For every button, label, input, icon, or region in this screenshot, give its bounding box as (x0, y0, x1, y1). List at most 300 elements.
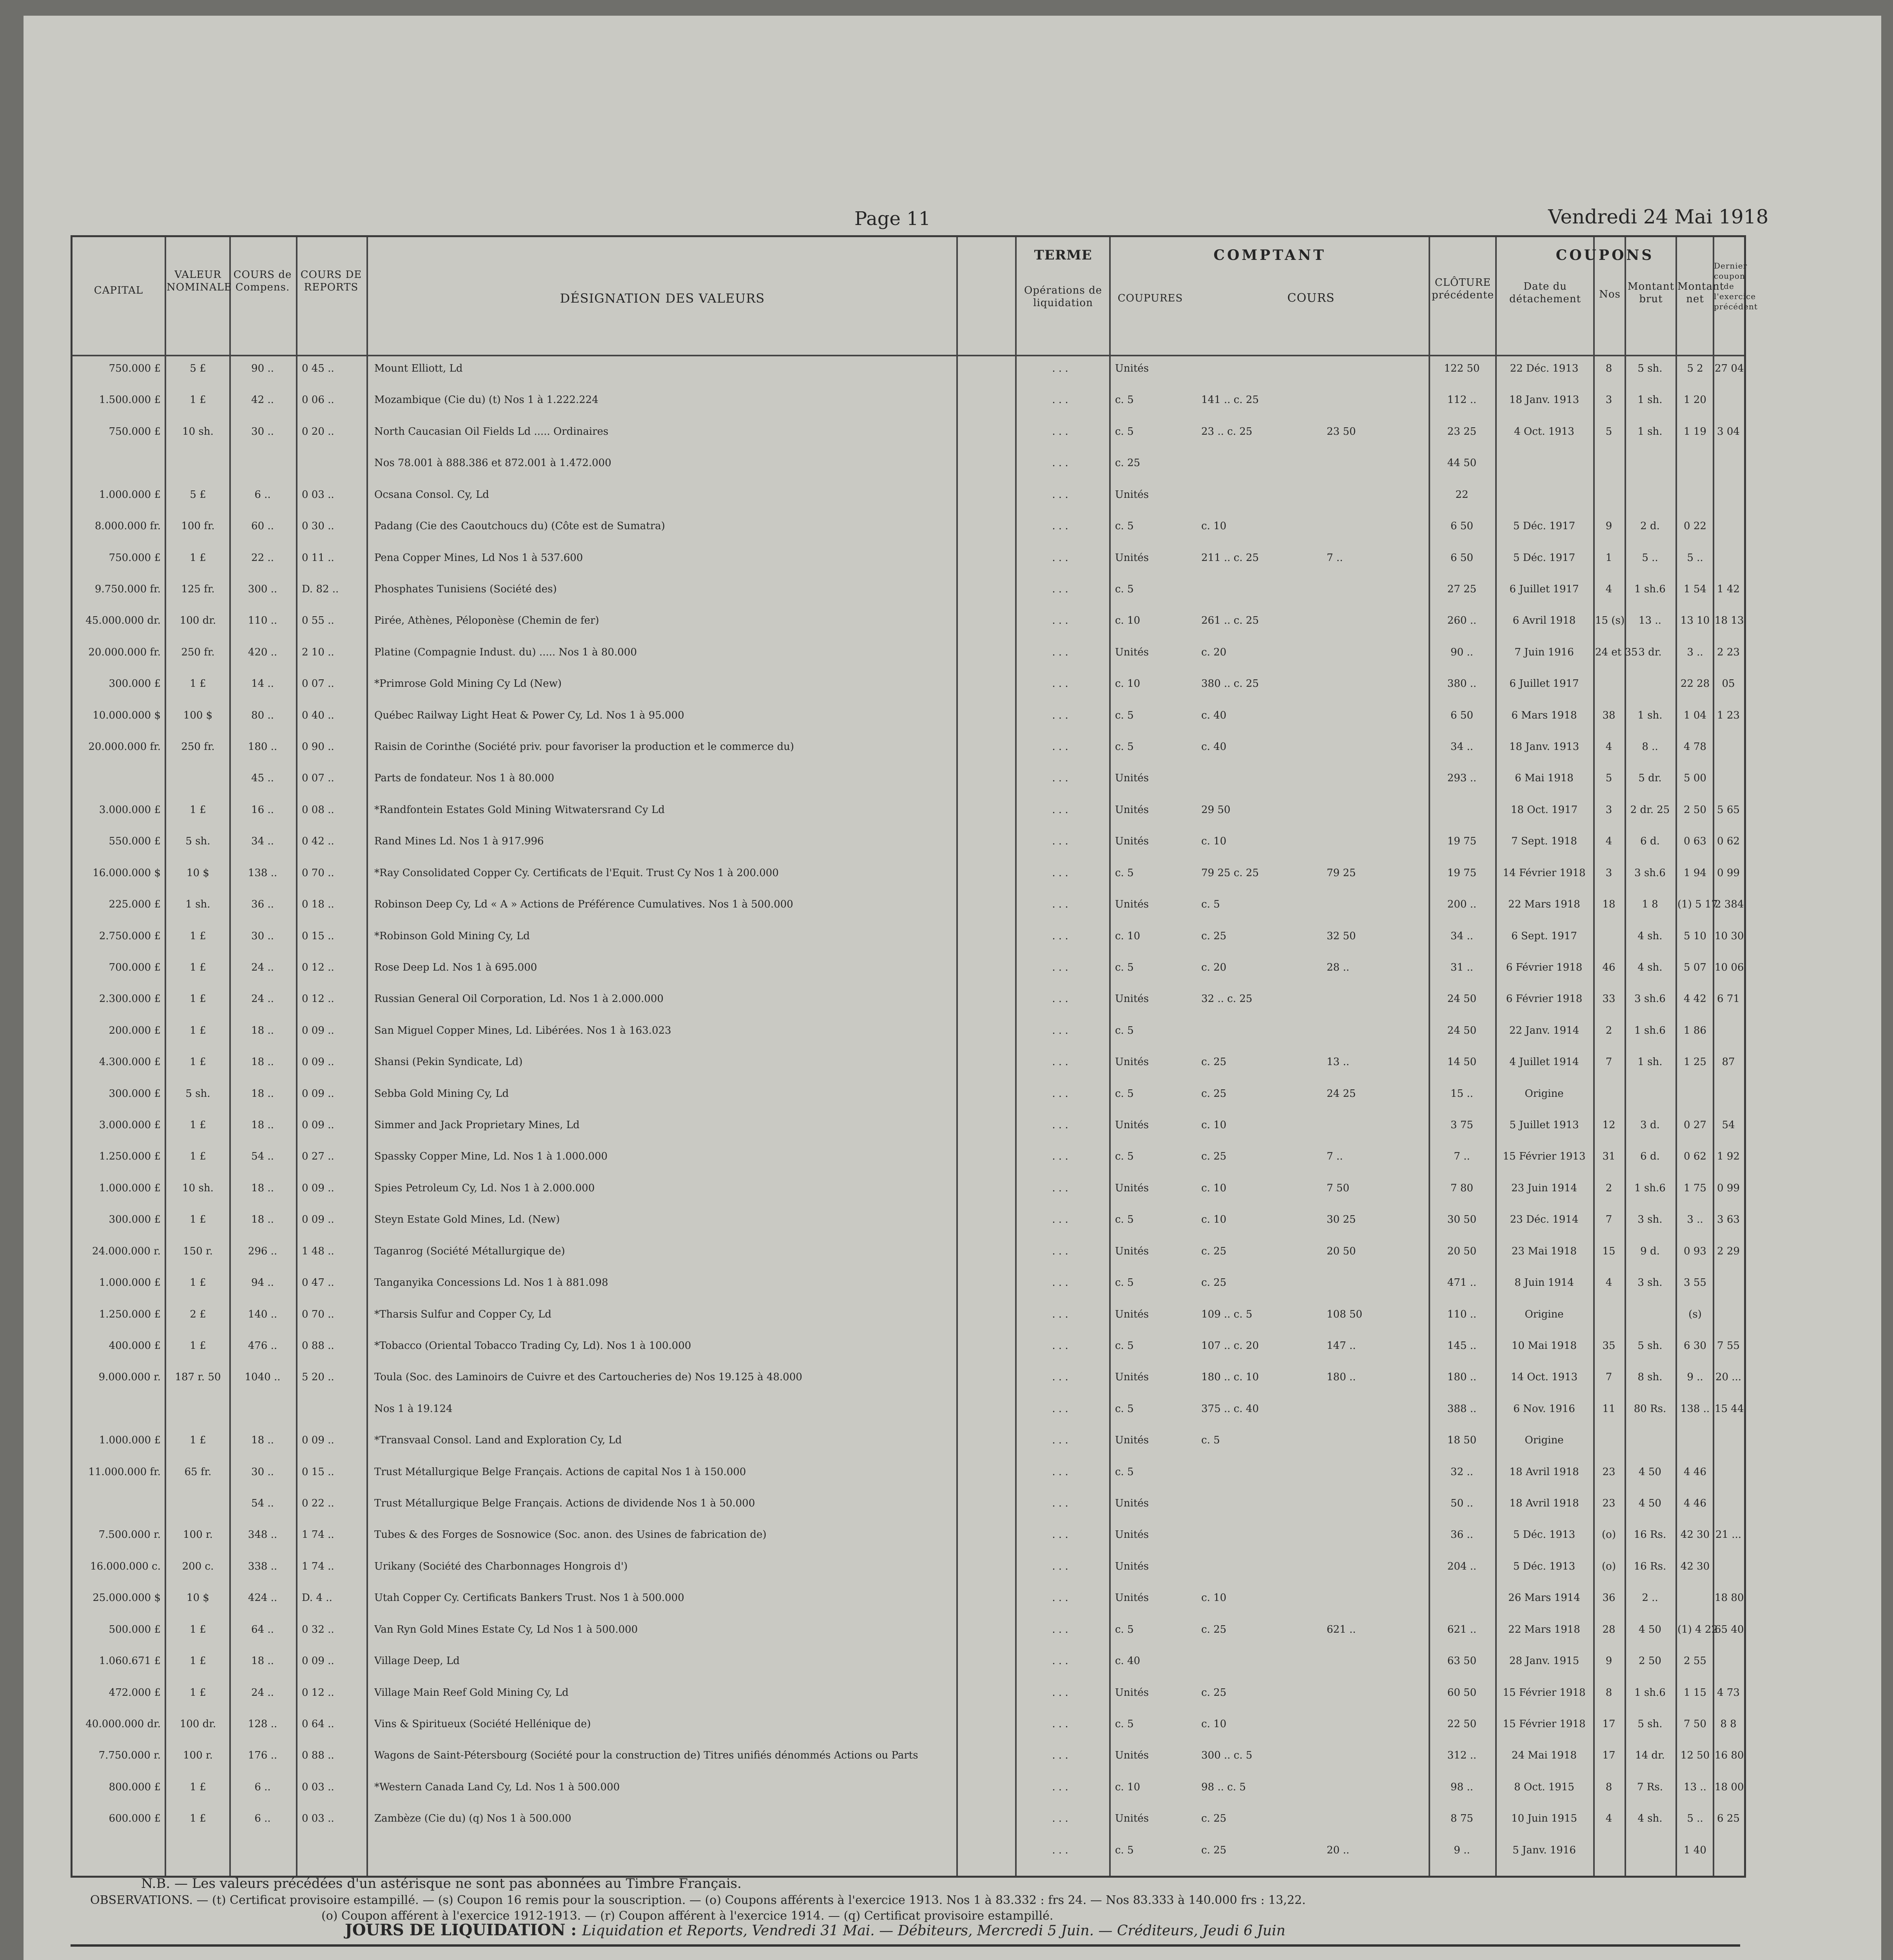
cell-net: 1 86 (1684, 1024, 1706, 1036)
cell-rep: 0 03 .. (302, 1813, 334, 1825)
cell-brt: 3 sh.6 (1634, 867, 1666, 879)
cell-net: (s) (1688, 1308, 1702, 1320)
cell-rep: 0 18 .. (302, 898, 334, 911)
cell-cur2: 7 .. (1327, 552, 1343, 564)
cell-terme: . . . (1052, 709, 1068, 721)
cell-des: Vins & Spiritueux (Société Hellénique de) (374, 1718, 591, 1730)
table-row (73, 1462, 1744, 1482)
cell-brt: 4 50 (1639, 1623, 1661, 1635)
cell-cur1: 380 .. c. 25 (1201, 678, 1259, 690)
col-cours-comptant: COURS (1287, 291, 1335, 305)
cell-cur1: c. 10 (1201, 520, 1227, 532)
cell-cap: 500.000 £ (109, 1623, 161, 1635)
cell-cpn: Unités (1115, 1813, 1149, 1825)
cell-crs: 94 .. (251, 1277, 274, 1289)
cell-det: 6 Juillet 1917 (1509, 583, 1579, 595)
cell-net: 42 30 (1680, 1560, 1710, 1572)
cell-clo: 60 50 (1447, 1686, 1477, 1699)
cell-terme: . . . (1052, 1749, 1068, 1762)
cell-nno: (o) (1602, 1529, 1616, 1541)
cell-terme: . . . (1052, 394, 1068, 406)
liquidation-text: Liquidation et Reports, Vendredi 31 Mai. — Débiteurs, Mercredi 5 Juin. — Créditeurs, Jeudi 6 Juin (582, 1923, 1286, 1939)
cell-brt: 3 sh. (1637, 1277, 1663, 1289)
cell-des: Sebba Gold Mining Cy, Ld (374, 1087, 509, 1100)
quotation-table (71, 235, 1758, 1878)
cell-cur2: 7 50 (1327, 1182, 1349, 1194)
cell-crs: 80 .. (251, 709, 274, 721)
cell-rep: 0 32 .. (302, 1623, 334, 1635)
cell-nom: 10 sh. (182, 1182, 214, 1194)
cell-clo: 32 .. (1451, 1466, 1473, 1478)
cell-des: Pena Copper Mines, Ld Nos 1 à 537.600 (374, 552, 583, 564)
cell-net: 13 10 (1680, 615, 1710, 627)
cell-prc: 2 384 (1715, 898, 1744, 911)
cell-nno: 3 (1605, 804, 1612, 816)
cell-des: Tubes & des Forges de Sosnowice (Soc. anon. des Usines de fabrication de) (374, 1529, 767, 1541)
cell-brt: 8 .. (1642, 741, 1658, 753)
cell-net: 5 .. (1687, 552, 1703, 564)
cell-prc: 10 30 (1715, 930, 1744, 942)
cell-terme: . . . (1052, 1245, 1068, 1257)
col-terme: TERME (1034, 247, 1092, 263)
cell-terme: . . . (1052, 1308, 1068, 1320)
cell-cap: 1.250.000 £ (99, 1151, 161, 1163)
cell-nom: 1 £ (190, 1024, 206, 1036)
cell-cpn: c. 5 (1115, 1403, 1134, 1415)
cell-prc: 87 (1722, 1056, 1735, 1068)
cell-net: 0 22 (1684, 520, 1706, 532)
cell-det: 10 Juin 1915 (1511, 1813, 1577, 1825)
cell-terme: . . . (1052, 1277, 1068, 1289)
cell-det: 6 Février 1918 (1506, 993, 1583, 1005)
cell-cap: 1.000.000 £ (99, 1277, 161, 1289)
cell-rep: 0 64 .. (302, 1718, 334, 1730)
cell-cpn: Unités (1115, 804, 1149, 816)
cell-nno: 8 (1605, 1686, 1612, 1699)
cell-cpn: Unités (1115, 1182, 1149, 1194)
cell-cur1: c. 10 (1201, 835, 1227, 848)
cell-cpn: c. 5 (1115, 1151, 1134, 1163)
cell-nno: 18 (1602, 898, 1616, 911)
cell-cur2: 621 .. (1327, 1623, 1356, 1635)
cell-clo: 6 50 (1451, 709, 1473, 721)
cell-cpn: Unités (1115, 1749, 1149, 1762)
cell-cur1: 98 .. c. 5 (1201, 1781, 1246, 1793)
col-cours: COURS de Compens. (233, 269, 292, 293)
cell-rep: 0 70 .. (302, 867, 334, 879)
cell-nno: 7 (1605, 1214, 1612, 1226)
cell-net: 2 50 (1684, 804, 1706, 816)
cell-det: 8 Juin 1914 (1514, 1277, 1574, 1289)
cell-cap: 3.000.000 £ (99, 804, 161, 816)
cell-rep: 0 09 .. (302, 1214, 334, 1226)
cell-cap: 300.000 £ (109, 1214, 161, 1226)
cell-terme: . . . (1052, 1151, 1068, 1163)
cell-det: 28 Janv. 1915 (1509, 1655, 1579, 1667)
cell-terme: . . . (1052, 1813, 1068, 1825)
cell-cpn: Unités (1115, 1371, 1149, 1383)
cell-terme: . . . (1052, 1529, 1068, 1541)
cell-nom: 100 fr. (181, 520, 215, 532)
cell-det: 4 Oct. 1913 (1514, 425, 1574, 437)
cell-nom: 1 £ (190, 1056, 206, 1068)
cell-prc: 4 73 (1717, 1686, 1740, 1699)
cell-rep: 0 42 .. (302, 835, 334, 848)
cell-brt: 6 d. (1640, 1151, 1660, 1163)
cell-rep: 0 12 .. (302, 961, 334, 973)
cell-brt: 3 sh. (1637, 1214, 1663, 1226)
cell-clo: 388 .. (1447, 1403, 1477, 1415)
cell-des: Platine (Compagnie Indust. du) ..... Nos 1 à 80.000 (374, 646, 637, 658)
cell-cpn: c. 5 (1115, 1718, 1134, 1730)
table-row (73, 516, 1744, 536)
cell-cur2: 24 25 (1327, 1087, 1356, 1100)
cell-terme: . . . (1052, 1592, 1068, 1604)
table-row (73, 1052, 1744, 1072)
cell-cpn: c. 25 (1115, 457, 1141, 469)
table-row (73, 1494, 1744, 1513)
cell-rep: 0 15 .. (302, 930, 334, 942)
table-row (73, 579, 1744, 599)
cell-det: 6 Mai 1918 (1515, 772, 1574, 784)
cell-brt: 6 d. (1640, 835, 1660, 848)
cell-net: (1) 4 22 (1677, 1623, 1718, 1635)
cell-cpn: Unités (1115, 1686, 1149, 1699)
cell-net: 1 40 (1684, 1844, 1706, 1856)
cell-des: Spassky Copper Mine, Ld. Nos 1 à 1.000.000 (374, 1151, 608, 1163)
cell-des: Raisin de Corinthe (Société priv. pour favoriser la production et le commerce du) (374, 741, 794, 753)
cell-des: Rose Deep Ld. Nos 1 à 695.000 (374, 961, 537, 973)
cell-crs: 45 .. (251, 772, 274, 784)
cell-des: Village Deep, Ld (374, 1655, 460, 1667)
table-row (73, 1714, 1744, 1734)
cell-net: 5 00 (1684, 772, 1706, 784)
cell-brt: 16 Rs. (1634, 1560, 1666, 1572)
table-row (73, 1557, 1744, 1576)
cell-nno: 4 (1605, 835, 1612, 848)
cell-terme: . . . (1052, 1718, 1068, 1730)
cell-rep: 0 11 .. (302, 552, 334, 564)
cell-cpn: c. 5 (1115, 1623, 1134, 1635)
cell-clo: 15 .. (1451, 1087, 1473, 1100)
cell-clo: 293 .. (1447, 772, 1477, 784)
cell-brt: 2 .. (1642, 1592, 1658, 1604)
cell-net: 1 20 (1684, 394, 1706, 406)
cell-crs: 18 .. (251, 1087, 274, 1100)
cell-cpn: Unités (1115, 1529, 1149, 1541)
cell-clo: 122 50 (1444, 363, 1480, 374)
cell-nno: 28 (1602, 1623, 1616, 1635)
cell-cpn: Unités (1115, 1056, 1149, 1068)
cell-brt: 13 .. (1639, 615, 1661, 627)
cell-terme: . . . (1052, 930, 1068, 942)
cell-terme: . . . (1052, 993, 1068, 1005)
page-date: Vendredi 24 Mai 1918 (1548, 205, 1769, 228)
cell-nno: 3 (1605, 867, 1612, 879)
cell-nno: (o) (1602, 1560, 1616, 1572)
cell-nom: 1 £ (190, 1686, 206, 1699)
cell-prc: 3 63 (1717, 1214, 1740, 1226)
cell-cur1: c. 10 (1201, 1718, 1227, 1730)
cell-des: Trust Métallurgique Belge Français. Actions de capital Nos 1 à 150.000 (374, 1466, 746, 1478)
cell-det: 4 Juillet 1914 (1509, 1056, 1579, 1068)
cell-cap: 3.000.000 £ (99, 1119, 161, 1131)
cell-terme: . . . (1052, 867, 1068, 879)
cell-cap: 2.750.000 £ (99, 930, 161, 942)
cell-clo: 471 .. (1447, 1277, 1477, 1289)
cell-prc: 0 99 (1717, 1182, 1740, 1194)
cell-des: Wagons de Saint-Pétersbourg (Société pour la construction de) Titres unifiés dénommés Actions ou Parts (374, 1749, 918, 1762)
cell-des: Simmer and Jack Proprietary Mines, Ld (374, 1119, 580, 1131)
cell-rep: 1 48 .. (302, 1245, 334, 1257)
cell-cap: 1.060.671 £ (99, 1655, 161, 1667)
cell-net: 3 .. (1687, 1214, 1703, 1226)
table-row (73, 926, 1744, 946)
cell-terme: . . . (1052, 678, 1068, 690)
cell-cur1: 107 .. c. 20 (1201, 1339, 1259, 1352)
cell-nno: 2 (1605, 1182, 1612, 1194)
cell-cap: 1.000.000 £ (99, 1182, 161, 1194)
cell-net: 42 30 (1680, 1529, 1710, 1541)
cell-rep: 0 88 .. (302, 1749, 334, 1762)
cell-terme: . . . (1052, 1497, 1068, 1509)
cell-des: Mozambique (Cie du) (t) Nos 1 à 1.222.224 (374, 394, 598, 406)
cell-rep: 0 12 .. (302, 993, 334, 1005)
cell-det: Origine (1525, 1087, 1564, 1100)
cell-prc: 18 00 (1715, 1781, 1744, 1793)
cell-brt: 8 sh. (1637, 1371, 1663, 1383)
cell-cpn: c. 5 (1115, 709, 1134, 721)
col-comptant: COMPTANT (1213, 247, 1326, 263)
cell-nom: 100 $ (183, 709, 213, 721)
cell-clo: 6 50 (1451, 520, 1473, 532)
cell-rep: D. 4 .. (302, 1592, 332, 1604)
cell-cur1: c. 10 (1201, 1592, 1227, 1604)
cell-cur1: 180 .. c. 10 (1201, 1371, 1259, 1383)
cell-clo: 14 50 (1447, 1056, 1477, 1068)
table-row (73, 1367, 1744, 1387)
table-row (73, 1525, 1744, 1544)
cell-terme: . . . (1052, 741, 1068, 753)
cell-net: 4 42 (1684, 993, 1706, 1005)
table-row (73, 485, 1744, 505)
cell-cap: 24.000.000 r. (92, 1245, 161, 1257)
cell-des: *Primrose Gold Mining Cy Ld (New) (374, 678, 562, 690)
cell-cur1: c. 25 (1201, 1245, 1227, 1257)
cell-crs: 18 .. (251, 1182, 274, 1194)
cell-clo: 204 .. (1447, 1560, 1477, 1572)
cell-net: 4 46 (1684, 1466, 1706, 1478)
cell-des: Village Main Reef Gold Mining Cy, Ld (374, 1686, 569, 1699)
cell-cur2: 32 50 (1327, 930, 1356, 942)
cell-terme: . . . (1052, 615, 1068, 627)
cell-crs: 6 .. (254, 488, 271, 501)
cell-cur1: c. 10 (1201, 1214, 1227, 1226)
cell-net: 1 04 (1684, 709, 1706, 721)
table-row (73, 1115, 1744, 1135)
cell-crs: 1040 .. (245, 1371, 281, 1383)
cell-cpn: Unités (1115, 363, 1149, 374)
cell-det: 6 Mars 1918 (1511, 709, 1577, 721)
cell-cap: 7.500.000 r. (98, 1529, 161, 1541)
cell-cap: 25.000.000 $ (92, 1592, 161, 1604)
cell-nom: 10 $ (187, 867, 209, 879)
cell-clo: 98 .. (1451, 1781, 1473, 1793)
table-row (73, 1809, 1744, 1828)
cell-des: North Caucasian Oil Fields Ld ..... Ordinaires (374, 425, 609, 437)
cell-net: 12 50 (1680, 1749, 1710, 1762)
cell-clo: 44 50 (1447, 457, 1477, 469)
cell-crs: 42 .. (251, 394, 274, 406)
cell-cap: 750.000 £ (109, 363, 161, 374)
cell-brt: 1 sh.6 (1634, 583, 1666, 595)
cell-nom: 100 r. (183, 1749, 213, 1762)
table-row (73, 989, 1744, 1009)
cell-cap: 1.500.000 £ (99, 394, 161, 406)
cell-nom: 1 £ (190, 1151, 206, 1163)
cell-nom: 1 £ (190, 1655, 206, 1667)
table-row (73, 863, 1744, 883)
cell-rep: 0 22 .. (302, 1497, 334, 1509)
cell-net: (1) 5 17 (1677, 898, 1718, 911)
cell-cap: 300.000 £ (109, 1087, 161, 1100)
cell-nom: 1 £ (190, 552, 206, 564)
cell-det: 15 Février 1913 (1503, 1151, 1586, 1163)
cell-des: Trust Métallurgique Belge Français. Actions de dividende Nos 1 à 50.000 (374, 1497, 755, 1509)
cell-brt: 1 sh. (1637, 425, 1663, 437)
cell-cur1: 211 .. c. 25 (1201, 552, 1259, 564)
cell-nom: 150 r. (183, 1245, 213, 1257)
cell-net: 1 15 (1684, 1686, 1706, 1699)
cell-rep: 0 09 .. (302, 1182, 334, 1194)
cell-prc: 10 06 (1715, 961, 1744, 973)
cell-det: 5 Déc. 1917 (1513, 520, 1576, 532)
cell-crs: 18 .. (251, 1056, 274, 1068)
cell-brt: 1 sh.6 (1634, 1182, 1666, 1194)
cell-brt: 5 dr. (1638, 772, 1662, 784)
cell-cur2: 30 25 (1327, 1214, 1356, 1226)
cell-nno: 31 (1602, 1151, 1616, 1163)
cell-crs: 420 .. (248, 646, 277, 658)
col-terme-sub: Opérations de liquidation (1024, 285, 1102, 309)
cell-net: 5 2 (1687, 363, 1703, 374)
table-row (73, 706, 1744, 725)
cell-nom: 2 £ (190, 1308, 206, 1320)
cell-clo: 19 75 (1447, 835, 1477, 848)
table-row (73, 800, 1744, 820)
cell-des: *Transvaal Consol. Land and Exploration Cy, Ld (374, 1434, 622, 1446)
cell-cur1: c. 25 (1201, 1844, 1227, 1856)
cell-nom: 125 fr. (181, 583, 215, 595)
cell-cur2: 13 .. (1327, 1056, 1349, 1068)
page-number: Page 11 (854, 208, 931, 230)
table-row (73, 611, 1744, 630)
cell-des: *Tharsis Sulfur and Copper Cy, Ld (374, 1308, 551, 1320)
table-row (73, 1178, 1744, 1198)
cell-des: *Randfontein Estates Gold Mining Witwatersrand Cy Ld (374, 804, 665, 816)
cell-clo: 19 75 (1447, 867, 1477, 879)
cell-clo: 23 25 (1447, 425, 1477, 437)
cell-cur1: 29 50 (1201, 804, 1231, 816)
cell-brt: 7 Rs. (1637, 1781, 1663, 1793)
cell-brt: 2 dr. 25 (1630, 804, 1670, 816)
cell-rep: 0 70 .. (302, 1308, 334, 1320)
cell-prc: 27 04 (1715, 363, 1744, 374)
cell-net: 9 .. (1687, 1371, 1703, 1383)
cell-det: 24 Mai 1918 (1511, 1749, 1577, 1762)
cell-des: Nos 78.001 à 888.386 et 872.001 à 1.472.000 (374, 457, 611, 469)
table-row (73, 1273, 1744, 1292)
cell-cpn: c. 5 (1115, 1024, 1134, 1036)
table-row (73, 359, 1744, 378)
cell-cur1: c. 25 (1201, 1813, 1227, 1825)
cell-det: 5 Déc. 1913 (1513, 1560, 1576, 1572)
cell-des: Mount Elliott, Ld (374, 363, 463, 374)
cell-crs: 6 .. (254, 1813, 271, 1825)
cell-cur1: c. 40 (1201, 741, 1227, 753)
cell-nno: 35 (1602, 1339, 1616, 1352)
cell-nno: 2 (1605, 1024, 1612, 1036)
cell-nno: 36 (1602, 1592, 1616, 1604)
cell-nom: 1 £ (190, 1214, 206, 1226)
cell-nno: 15 (1602, 1245, 1616, 1257)
cell-clo: 63 50 (1447, 1655, 1477, 1667)
cell-cur1: 79 25 c. 25 (1201, 867, 1259, 879)
cell-cpn: Unités (1115, 1434, 1149, 1446)
cell-cur1: c. 25 (1201, 1277, 1227, 1289)
cell-nom: 5 £ (190, 363, 206, 374)
cell-prc: 18 13 (1715, 615, 1744, 627)
cell-cpn: c. 5 (1115, 1466, 1134, 1478)
cell-terme: . . . (1052, 772, 1068, 784)
cell-prc: 2 29 (1717, 1245, 1740, 1257)
cell-net: 138 .. (1680, 1403, 1710, 1415)
cell-det: Origine (1525, 1434, 1564, 1446)
cell-nom: 1 £ (190, 1623, 206, 1635)
cell-brt: 80 Rs. (1634, 1403, 1666, 1415)
cell-prc: 1 42 (1717, 583, 1740, 595)
cell-crs: 476 .. (248, 1339, 277, 1352)
cell-det: 22 Déc. 1913 (1510, 363, 1579, 374)
cell-net: 5 10 (1684, 930, 1706, 942)
cell-brt: 3 dr. (1638, 646, 1662, 658)
cell-clo: 7 80 (1451, 1182, 1473, 1194)
cell-det: 23 Juin 1914 (1511, 1182, 1577, 1194)
cell-crs: 30 .. (251, 425, 274, 437)
col-reports: COURS DE REPORTS (300, 269, 362, 293)
cell-prc: 21 ... (1715, 1529, 1742, 1541)
cell-cap: 20.000.000 fr. (88, 741, 161, 753)
cell-nom: 1 £ (190, 1277, 206, 1289)
cell-crs: 140 .. (248, 1308, 277, 1320)
cell-des: Québec Railway Light Heat & Power Cy, Ld. Nos 1 à 95.000 (374, 709, 684, 721)
cell-det: 14 Février 1918 (1503, 867, 1586, 879)
cell-terme: . . . (1052, 425, 1068, 437)
cell-crs: 110 .. (248, 615, 277, 627)
table-row (73, 1588, 1744, 1608)
cell-cap: 8.000.000 fr. (94, 520, 161, 532)
observations-1: OBSERVATIONS. — (t) Certificat provisoire estampillé. — (s) Coupon 16 remis pour la souscription. — (o) Coupons afférents à l'exercice 1913. Nos 1 à 83.332 : frs 24. — Nos 83.333 à 140.000 frs : 13,22. (90, 1893, 1306, 1907)
cell-rep: 0 09 .. (302, 1056, 334, 1068)
cell-rep: 0 90 .. (302, 741, 334, 753)
cell-clo: 50 .. (1451, 1497, 1473, 1509)
cell-rep: 0 09 .. (302, 1655, 334, 1667)
observations-2: (o) Coupon afférent à l'exercice 1912-1913. — (r) Coupon afférent à l'exercice 1914. — (q) Certificat provisoire estampillé. (321, 1909, 1053, 1923)
cell-det: 5 Déc. 1913 (1513, 1529, 1576, 1541)
cell-brt: 4 50 (1639, 1497, 1661, 1509)
cell-des: Padang (Cie des Caoutchoucs du) (Côte est de Sumatra) (374, 520, 665, 532)
cell-cur1: c. 20 (1201, 961, 1227, 973)
